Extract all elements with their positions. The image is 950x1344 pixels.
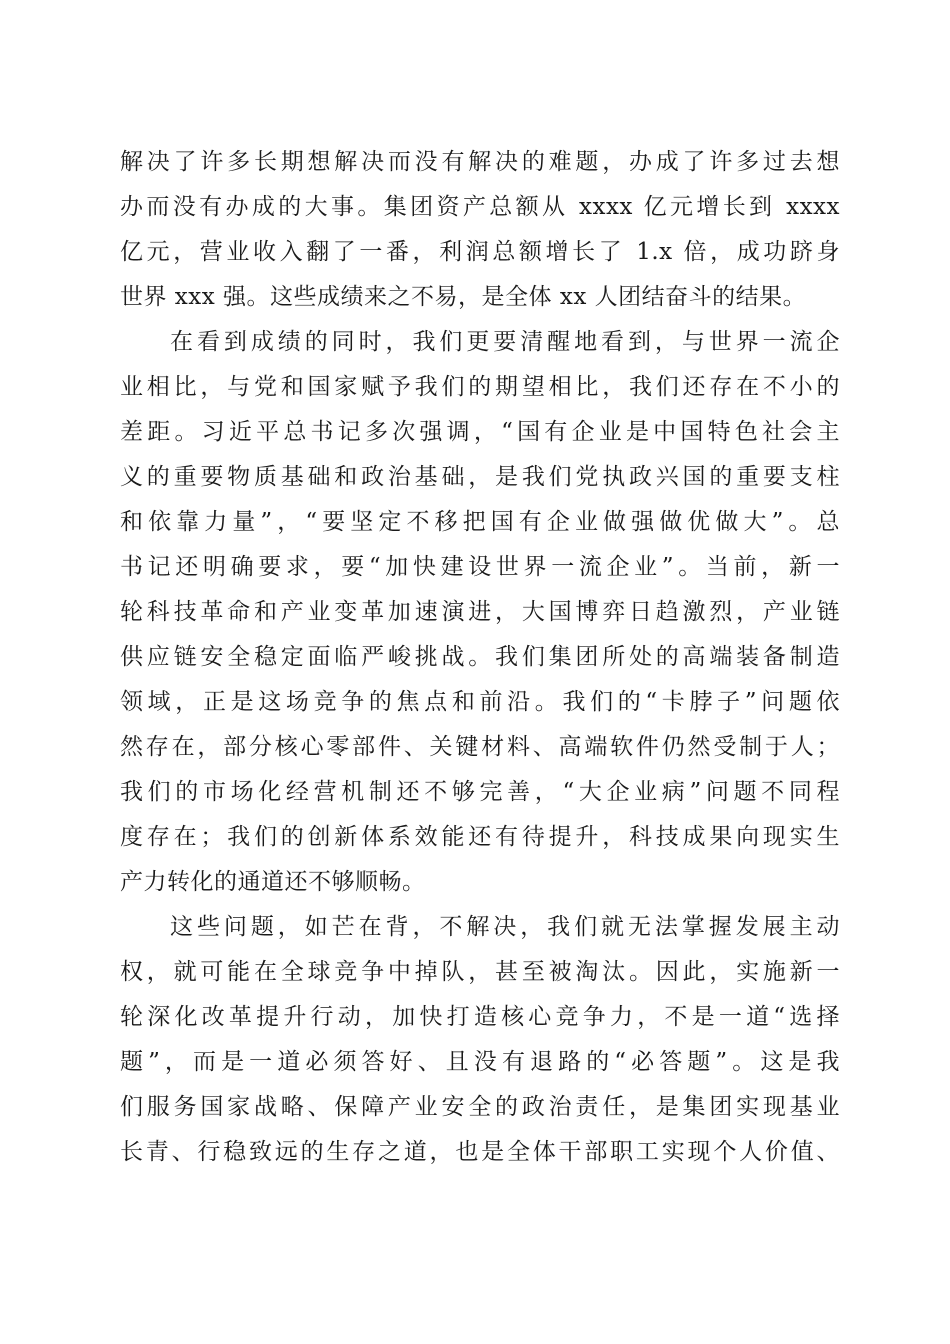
paragraph-2-line-3: 差距。习近平总书记多次强调，“国有企业是中国特色社会主 xyxy=(120,419,840,445)
paragraph-2-line-5: 和依靠力量”，“要坚定不移把国有企业做强做优做大”。总 xyxy=(120,509,840,535)
paragraph-2-line-8: 供应链安全稳定面临严峻挑战。我们集团所处的高端装备制造 xyxy=(120,644,840,670)
paragraph-3-line-2: 权，就可能在全球竞争中掉队，甚至被淘汰。因此，实施新一 xyxy=(120,959,840,985)
paragraph-3-line-6: 长青、行稳致远的生存之道，也是全体干部职工实现个人价值、 xyxy=(120,1139,840,1165)
paragraph-1-line-1: 解决了许多长期想解决而没有解决的难题，办成了许多过去想 xyxy=(120,149,840,175)
paragraph-2-line-12: 度存在；我们的创新体系效能还有待提升，科技成果向现实生 xyxy=(120,824,840,850)
paragraph-1-line-2: 办而没有办成的大事。集团资产总额从 xxxx 亿元增长到 xxxx xyxy=(120,194,840,220)
paragraph-2-line-7: 轮科技革命和产业变革加速演进，大国博弈日趋激烈，产业链 xyxy=(120,599,840,625)
paragraph-2-line-1: 在看到成绩的同时，我们更要清醒地看到，与世界一流企 xyxy=(170,329,840,355)
paragraph-3-line-3: 轮深化改革提升行动，加快打造核心竞争力，不是一道“选择 xyxy=(120,1004,840,1030)
paragraph-2-line-2: 业相比，与党和国家赋予我们的期望相比，我们还存在不小的 xyxy=(120,374,840,400)
paragraph-3-line-5: 们服务国家战略、保障产业安全的政治责任，是集团实现基业 xyxy=(120,1094,840,1120)
document-body xyxy=(120,140,840,1175)
paragraph-2-line-11: 我们的市场化经营机制还不够完善，“大企业病”问题不同程 xyxy=(120,779,840,805)
paragraph-2-line-10: 然存在，部分核心零部件、关键材料、高端软件仍然受制于人； xyxy=(120,734,840,760)
paragraph-1-line-4: 世界 xxx 强。这些成绩来之不易，是全体 xx 人团结奋斗的结果。 xyxy=(120,284,807,310)
paragraph-2-line-9: 领域，正是这场竞争的焦点和前沿。我们的“卡脖子”问题依 xyxy=(120,689,840,715)
paragraph-2-line-6: 书记还明确要求，要“加快建设世界一流企业”。当前，新一 xyxy=(120,554,840,580)
paragraph-3-line-1: 这些问题，如芒在背，不解决，我们就无法掌握发展主动 xyxy=(170,914,840,940)
paragraph-3-line-4: 题”，而是一道必须答好、且没有退路的“必答题”。这是我 xyxy=(120,1049,840,1075)
paragraph-2-line-4: 义的重要物质基础和政治基础，是我们党执政兴国的重要支柱 xyxy=(120,464,840,490)
paragraph-1-line-3: 亿元，营业收入翻了一番，利润总额增长了 1.x 倍，成功跻身 xyxy=(120,239,840,265)
paragraph-2-line-13: 产力转化的通道还不够顺畅。 xyxy=(120,869,426,895)
